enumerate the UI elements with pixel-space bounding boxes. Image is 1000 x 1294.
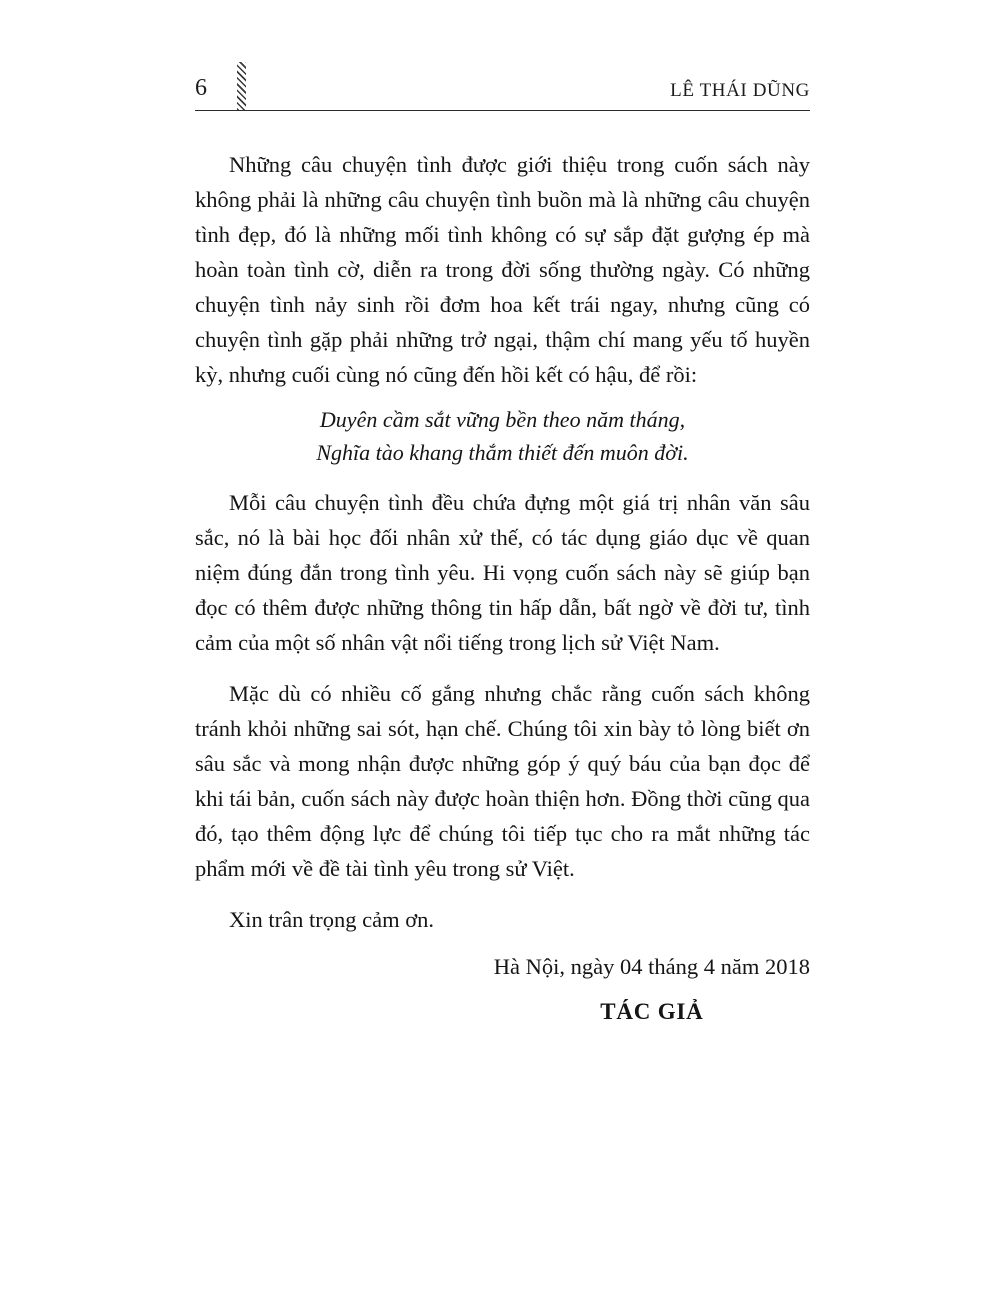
paragraph-acknowledgement: Mặc dù có nhiều cố gắng nhưng chắc rằng cuốn sách không tránh khỏi những sai sót, hạn chế. Chúng tôi xin bày tỏ lòng biết ơn sâu sắc và mong nhận được những góp ý quý báu của bạn đọc để khi tái bản, cuốn sách này được hoàn thiện hơn. Đồng thời cũng qua đó, tạo thêm động lực để chúng tôi tiếp tục cho ra mắt những tác phẩm mới về đề tài tình yêu trong sử Việt.: [195, 681, 810, 881]
signature-inner: [494, 949, 810, 1027]
signature-block: [195, 949, 810, 1027]
author-label: TÁC GIẢ: [600, 999, 704, 1024]
paragraph-meaning: Mỗi câu chuyện tình đều chứa đựng một giá trị nhân văn sâu sắc, nó là bài học đối nhân xử thế, có tác dụng giáo dục về quan niệm đúng đắn trong tình yêu. Hi vọng cuốn sách này sẽ giúp bạn đọc có thêm được những thông tin hấp dẫn, bất ngờ về đời tư, tình cảm của một số nhân vật nổi tiếng trong lịch sử Việt Nam.: [195, 490, 810, 655]
hatch-ornament-icon: [237, 62, 246, 110]
page-body: [195, 147, 810, 1027]
date-line: Hà Nội, ngày 04 tháng 4 năm 2018: [493, 954, 810, 979]
verse-line: Duyên cầm sắt vững bền theo năm tháng,: [319, 407, 686, 432]
verse-line: Nghĩa tào khang thắm thiết đến muôn đời.: [316, 440, 689, 465]
closing-line: Xin trân trọng cảm ơn.: [229, 907, 434, 932]
page-header: [195, 76, 810, 111]
running-head: LÊ THÁI DŨNG: [670, 80, 810, 101]
page-number: 6: [195, 75, 207, 101]
paragraph-intro: Những câu chuyện tình được giới thiệu trong cuốn sách này không phải là những câu chuyện tình buồn mà là những câu chuyện tình đẹp, đó là những mối tình không có sự sắp đặt gượng ép mà hoàn toàn tình cờ, diễn ra trong đời sống thường ngày. Có những chuyện tình nảy sinh rồi đơm hoa kết trái ngay, nhưng cũng có chuyện tình gặp phải những trở ngại, thậm chí mang yếu tố huyền kỳ, nhưng cuối cùng nó cũng đến hồi kết có hậu, để rồi:: [195, 152, 810, 387]
verse-block: [195, 403, 810, 469]
